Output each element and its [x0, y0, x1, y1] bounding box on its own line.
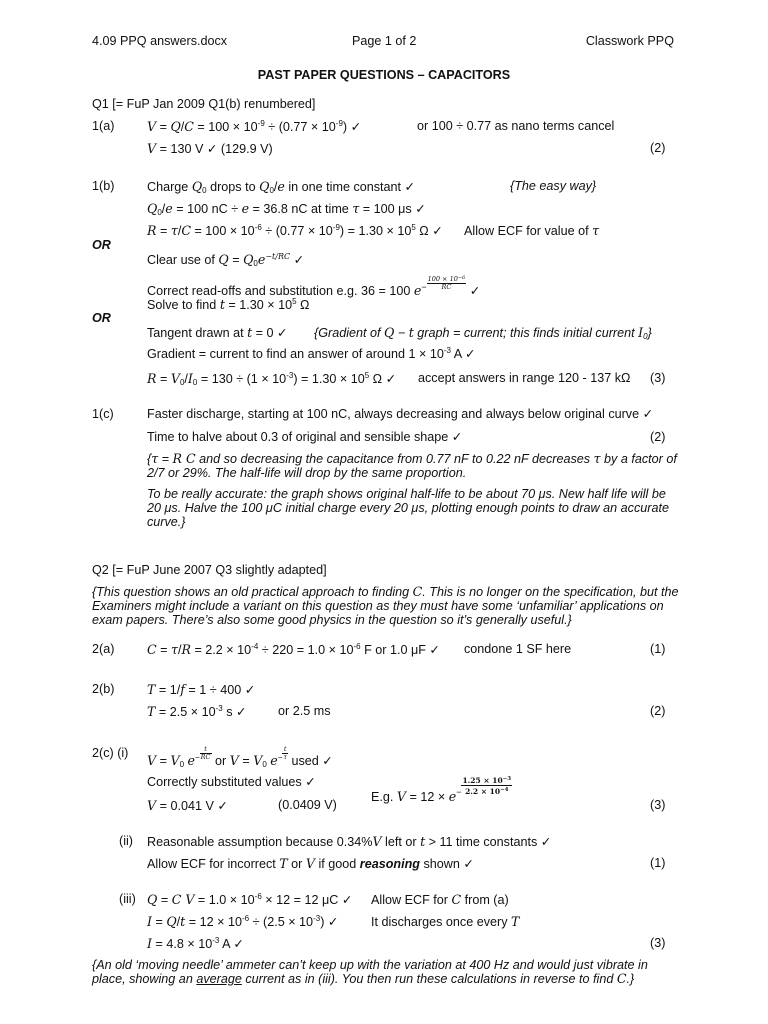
- q2ciii-marks: (3): [650, 936, 666, 950]
- q2ci-alternative: (0.0409 V): [278, 798, 337, 812]
- q1c-line1: Faster discharge, starting at 100 nC, always decreasing and always below original curve ✓: [147, 407, 654, 421]
- q2a-marks: (1): [650, 642, 666, 656]
- q1b-or-2: OR: [92, 311, 111, 325]
- q2cii-marks: (1): [650, 856, 666, 870]
- q1c-line2: Time to halve about 0.3 of original and sensible shape ✓: [147, 430, 463, 444]
- q2ciii-line1: Q = C $V = 1.0 \times 10^{-6} \times 12 = 12$ μC ✓: [147, 892, 353, 907]
- q2a-number: 2(a): [92, 642, 115, 656]
- q2ciii-note-ecf: Allow ECF for C from (a): [371, 892, 509, 907]
- q1b-line7: Tangent drawn at t = 0 ✓: [147, 325, 288, 340]
- q1-heading: Q1 [= FuP Jan 2009 Q1(b) renumbered]: [92, 97, 316, 111]
- q1c-marks: (2): [650, 430, 666, 444]
- q1b-line3: $R = \tau/C = 100 \times 10^{-6} \div (0.77 \times 10^{-9}) = 1.30 \times 10^5$ Ω ✓: [147, 223, 443, 238]
- q1c-accuracy-note: To be really accurate: the graph shows original half-life to be about 70 μs. New half life will be 20 μs. Halve the 100 μC initial charge every 20 μs, plotting enough points to draw an accurate curve.}: [147, 487, 669, 529]
- q2ciii-number: (iii): [119, 892, 136, 906]
- q2-intro: {This question shows an old practical approach to finding C. This is no longer on the specification, but the Examiners might include a variant on this question as they must have some ‘unfamiliar’ applications on exam papers. There’s also some good physics in the question so it’s generally useful.}: [92, 584, 679, 627]
- header-label: Classwork PPQ: [585, 34, 674, 48]
- q2b-alternative: or 2.5 ms: [278, 704, 331, 718]
- q2ci-example: E.g. V = 12 × e− $\frac{1.25 \times 10^{-3}}{2.2 \times 10^{-4}}$: [371, 776, 512, 804]
- q2b-line2: $T = 2.5 \times 10^{-3}$ s ✓: [147, 704, 247, 719]
- q2cii-number: (ii): [119, 834, 133, 848]
- q1a-line2: V = 130 V ✓ (129.9 V): [147, 141, 273, 156]
- q1b-note-easy-way: {The easy way}: [510, 179, 597, 193]
- q1c-number: 1(c): [92, 407, 114, 421]
- q1b-line8: Gradient = current to find an answer of around $1 \times 10^{-3}$ A ✓: [147, 346, 476, 361]
- q2b-number: 2(b): [92, 682, 115, 696]
- q2c-number: 2(c) (i): [92, 746, 129, 760]
- q1a-alternative: or 100 ÷ 0.77 as nano terms cancel: [417, 119, 615, 133]
- q2ci-line2: Correctly substituted values ✓: [147, 775, 316, 789]
- header-filename: 4.09 PPQ answers.docx: [92, 34, 228, 48]
- q2b-line1: T = 1/f = 1 ÷ 400 ✓: [147, 682, 256, 697]
- q2ci-line3: V = 0.041 V ✓: [147, 798, 228, 813]
- q2ci-line1: $V = V_0$ e− $\frac{t}{RC}$ or $V = V_0$ e− $\frac{t}{\tau}$ used ✓: [147, 745, 333, 769]
- page-title: PAST PAPER QUESTIONS – CAPACITORS: [257, 68, 511, 82]
- q2ciii-note-discharge: It discharges once every T: [371, 914, 520, 929]
- q1b-line4: Clear use of $Q = Q_0e^{-t/RC}$ ✓: [147, 252, 305, 268]
- header-page-number: Page 1 of 2: [352, 34, 417, 48]
- q1b-line5: Correct read-offs and substitution e.g. 36 = 100 e− $\frac{100 \times 10^{-6}}{RC}$ ✓: [147, 275, 481, 298]
- q2a-line1: $C = \tau/R = 2.2 \times 10^{-4} \div 220 = 1.0 \times 10^{-6}$ F or 1.0 μF ✓: [147, 642, 440, 657]
- q2cii-line1: Reasonable assumption because 0.34%V left or t > 11 time constants ✓: [147, 834, 552, 849]
- q1b-line9: $R = V_0/I_0 = 130 \div (1 \times 10^{-3}) = 1.30 \times 10^5$ Ω ✓: [147, 371, 397, 387]
- q1b-note-range: accept answers in range 120 - 137 kΩ: [418, 371, 631, 385]
- q1b-marks: (3): [650, 371, 666, 385]
- q1b-note-gradient: {Gradient of Q − t graph = current; this finds initial current $I_0$}: [314, 325, 652, 341]
- q2ciii-line2: $I = Q/t = 12 \times 10^{-6} \div (2.5 \times 10^{-3})$ ✓: [147, 914, 339, 929]
- q2a-note-condone: condone 1 SF here: [464, 642, 572, 656]
- q1a-number: 1(a): [92, 119, 115, 133]
- q1b-line2: $Q_0/e = 100$ nC ÷ e = 36.8 nC at time τ = 100 μs ✓: [147, 201, 426, 217]
- q1b-number: 1(b): [92, 179, 115, 193]
- q2-closing-note: {An old ‘moving needle’ ammeter can’t keep up with the variation at 400 Hz and would just vibrate in place, showing an average current as in (iii). You then run these calculations in reverse to find C.}: [92, 958, 648, 986]
- q1a-line1: $V = Q/C = 100 \times 10^{-9} \div (0.77 \times 10^{-9})$ ✓: [147, 119, 362, 134]
- q1c-explanation: {τ = R C and so decreasing the capacitance from 0.77 nF to 0.22 nF decreases τ by a factor of 2/7 or 29%. The half-life will drop by the same proportion.: [147, 451, 677, 480]
- q1b-line1: Charge $Q_0$ drops to $Q_0/e$ in one time constant ✓: [147, 179, 416, 195]
- q2ci-marks: (3): [650, 798, 666, 812]
- q2-heading: Q2 [= FuP June 2007 Q3 slightly adapted]: [92, 563, 327, 577]
- q1b-note-ecf: Allow ECF for value of τ: [464, 223, 600, 238]
- q2ciii-line3: $I = 4.8 \times 10^{-3}$ A ✓: [147, 936, 244, 951]
- q2cii-line2: Allow ECF for incorrect T or V if good reasoning shown ✓: [147, 856, 474, 871]
- q1b-or-1: OR: [92, 238, 111, 252]
- q1b-line6: Solve to find $t = 1.30 \times 10^5$ Ω: [147, 297, 310, 312]
- q1a-marks: (2): [650, 141, 666, 155]
- q2b-marks: (2): [650, 704, 666, 718]
